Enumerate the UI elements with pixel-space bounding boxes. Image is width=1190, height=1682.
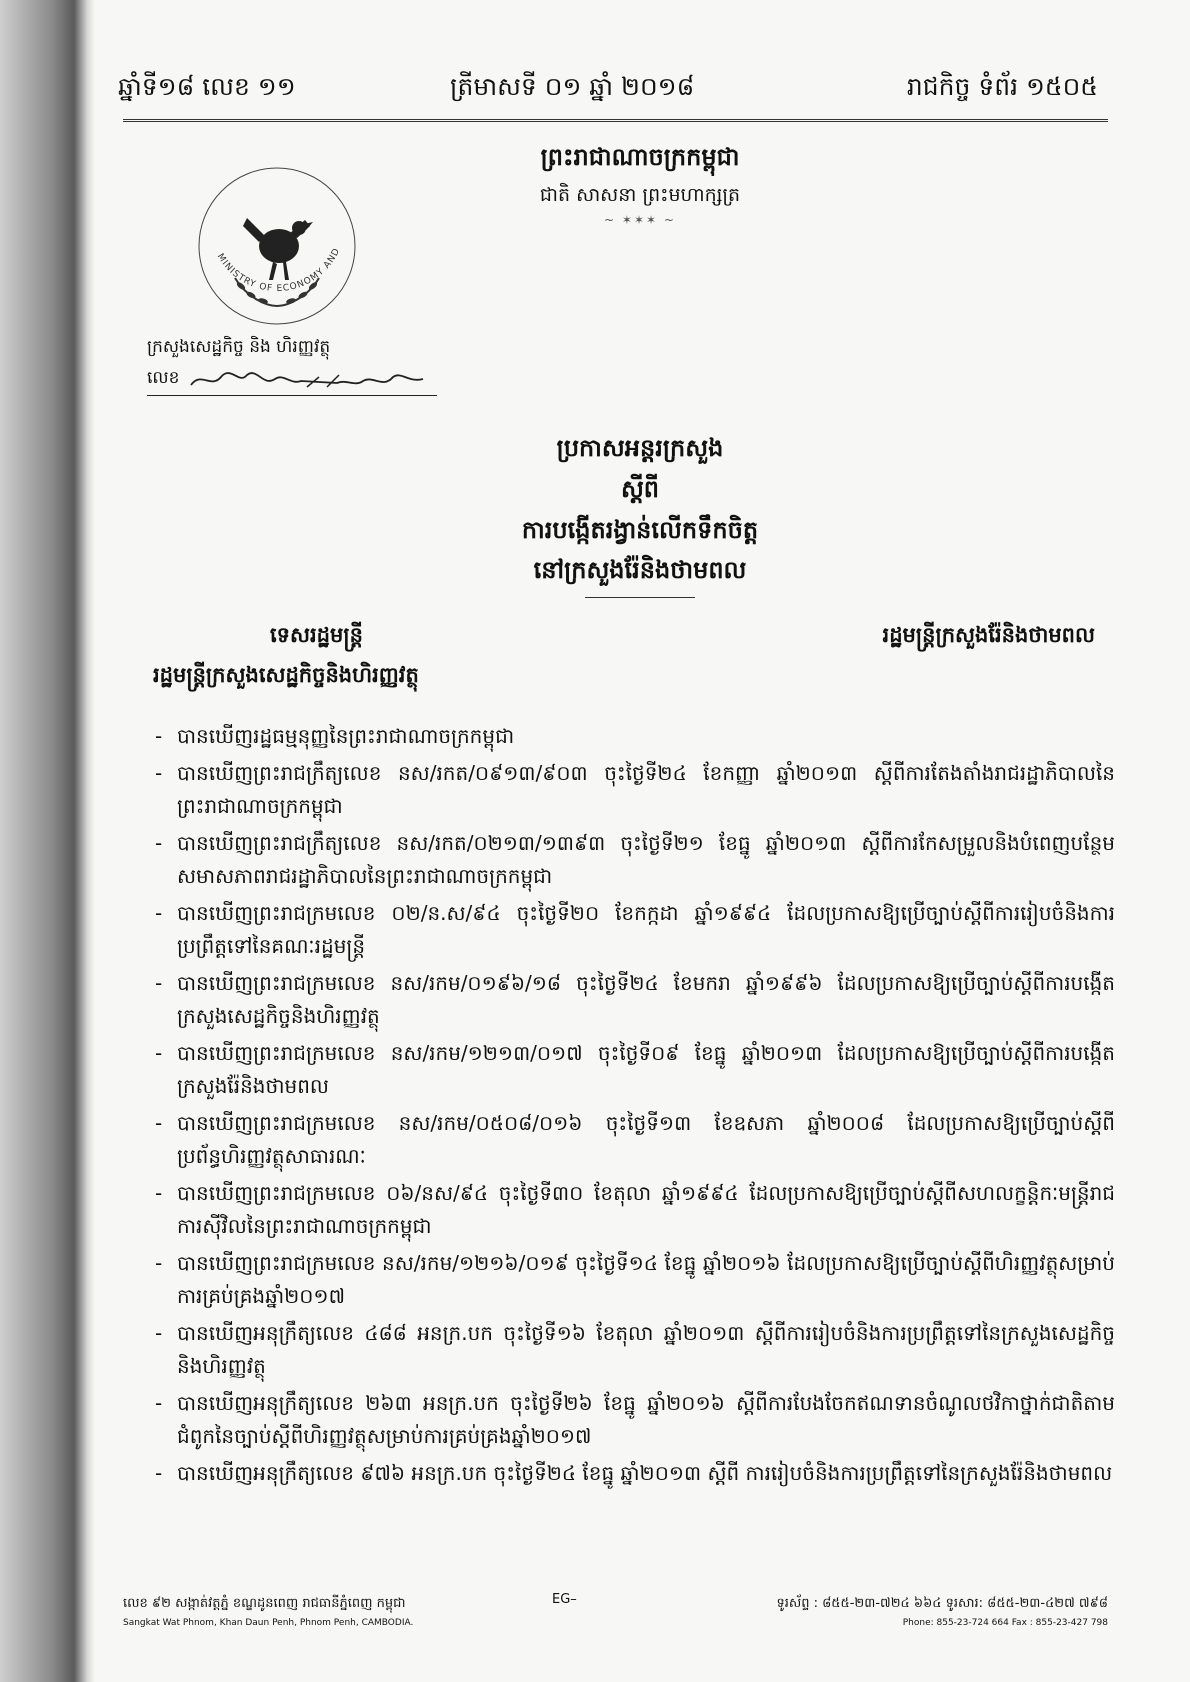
list-item: - បានឃើញព្រះរាជក្រមលេខ នស/រកម/០៥០៨/០១៦ ចុះថ្ងៃទី១៣ ខែឧសភា ឆ្នាំ២០០៨ ដែលប្រកាសឱ្យប្រើច្បាប់ស្តីពីប្រព័ន្ធហិរញ្ញវត្ថុសាធារណៈ bbox=[155, 1107, 1115, 1173]
seal-text: MINISTRY OF ECONOMY AND bbox=[214, 246, 343, 295]
list-item: - បានឃើញព្រះរាជក្រមលេខ នស/រកម/១២១៣/០១៧ ចុះថ្ងៃទី០៩ ខែធ្នូ ឆ្នាំ២០១៣ ដែលប្រកាសឱ្យប្រើច្បាប់ស្តីពីការបង្កើតក្រសួងរ៉ែនិងថាមពល bbox=[155, 1037, 1115, 1103]
considerations-list bbox=[155, 720, 1115, 1494]
list-item: - បានឃើញអនុក្រឹត្យលេខ ២៦៣ អនក្រ.បក ចុះថ្ងៃទី២៦ ខែធ្នូ ឆ្នាំ២០១៦ ស្តីពីការបែងចែកឥណទានចំណូលថវិកាថ្នាក់ជាតិតាមជំពូកនៃច្បាប់ស្តីពីហិរញ្ញវត្ថុសម្រាប់ការគ្រប់គ្រងឆ្នាំ២០១៧ bbox=[155, 1387, 1115, 1453]
title-about: ស្តីពី bbox=[620, 474, 660, 503]
list-item: - បានឃើញអនុក្រឹត្យលេខ ៤៨៨ អនក្រ.បក ចុះថ្ងៃទី១៦ ខែតុលា ឆ្នាំ២០១៣ ស្តីពីការរៀបចំនិងការប្រព្រឹត្តទៅនៃក្រសួងសេដ្ឋកិច្ចនិងហិរញ្ញវត្ថុ bbox=[155, 1317, 1115, 1383]
kingdom-motto bbox=[470, 142, 810, 227]
nation-religion-king: ជាតិ សាសនា ព្រះមហាក្សត្រ bbox=[539, 184, 741, 206]
handwritten-reference-icon bbox=[187, 365, 437, 395]
quarter-year: ត្រីមាសទី ០១ ឆ្នាំ ២០១៨ bbox=[450, 72, 695, 101]
phone-english: Phone: 855-23-724 664 Fax : 855-23-427 798 bbox=[902, 1618, 1108, 1628]
list-item: - បានឃើញព្រះរាជក្រមលេខ ០២/ន.ស/៩៤ ចុះថ្ងៃទី២០ ខែកក្កដា ឆ្នាំ១៩៩៤ ដែលប្រកាសឱ្យប្រើច្បាប់ស្តីពីការរៀបចំនិងការប្រព្រឹត្តទៅនៃគណៈរដ្ឋមន្ត្រី bbox=[155, 897, 1115, 963]
signatory-left-title: ទេសរដ្ឋមន្ត្រី bbox=[270, 623, 363, 647]
footer-address bbox=[123, 1595, 543, 1628]
list-item: - បានឃើញរដ្ឋធម្មនុញ្ញនៃព្រះរាជាណាចក្រកម្ពុជា bbox=[155, 720, 1115, 753]
gazette-page bbox=[95, 0, 1190, 1682]
list-item: - បានឃើញព្រះរាជក្រមលេខ ០៦/នស/៩៤ ចុះថ្ងៃទី៣០ ខែតុលា ឆ្នាំ១៩៩៤ ដែលប្រកាសឱ្យប្រើច្បាប់ស្តីពីសហលក្ខន្តិកៈមន្ត្រីរាជការស៊ីវិលនៃព្រះរាជាណាចក្រកម្ពុជា bbox=[155, 1177, 1115, 1243]
address-english: Sangkat Wat Phnom, Khan Daun Penh, Phnom Penh, CAMBODIA. bbox=[123, 1618, 414, 1628]
title-subject: ការបង្កើតរង្វាន់លើកទឹកចិត្ត bbox=[521, 515, 759, 544]
reference-underline bbox=[147, 395, 437, 396]
kingdom-name: ព្រះរាជាណាចក្រកម្ពុជា bbox=[540, 143, 740, 171]
footer-mark: EG– bbox=[552, 1592, 577, 1607]
footer-contact bbox=[688, 1595, 1108, 1628]
address-khmer: លេខ ៩២ សង្កាត់វត្តភ្នំ ខណ្ឌដូនពេញ រាជធានីភ្នំពេញ កម្ពុជា bbox=[123, 1596, 406, 1611]
list-item: - បានឃើញព្រះរាជក្រមលេខ នស/រកម/០១៩៦/១៨ ចុះថ្ងៃទី២៤ ខែមករា ឆ្នាំ១៩៩៦ ដែលប្រកាសឱ្យប្រើច្បាប់ស្តីពីការបង្កើតក្រសួងសេដ្ឋកិច្ចនិងហិរញ្ញវត្ថុ bbox=[155, 967, 1115, 1033]
signatory-left-name: រដ្ឋមន្ត្រីក្រសួងសេដ្ឋកិច្ចនិងហិរញ្ញវត្ថុ bbox=[153, 663, 419, 687]
ministry-seal-icon bbox=[177, 158, 377, 328]
list-item: - បានឃើញព្រះរាជក្រឹត្យលេខ នស/រកត/០៩១៣/៩០៣ ចុះថ្ងៃទី២៤ ខែកញ្ញា ឆ្នាំ២០១៣ ស្តីពីការតែងតាំងរាជរដ្ឋាភិបាលនៃព្រះរាជាណាចក្រកម្ពុជា bbox=[155, 757, 1115, 823]
running-head bbox=[95, 72, 1190, 116]
title-type: ប្រកាសអន្តរក្រសួង bbox=[556, 434, 724, 462]
header-rule bbox=[123, 119, 1108, 122]
ministry-block bbox=[147, 336, 467, 395]
reference-number bbox=[147, 365, 467, 395]
title-divider bbox=[585, 597, 695, 598]
page-number: រាជកិច្ច ទំព័រ ១៥០៥ bbox=[906, 72, 1098, 101]
motto-ornament: ~ ✶✶✶ ~ bbox=[604, 213, 676, 227]
phone-khmer: ទូរស័ព្ទ : ៨៥៥-២៣-៧២៤ ៦៦៤ ទូរសារ: ៨៥៥-២៣-៤២៧ ៧៩៨ bbox=[776, 1596, 1108, 1611]
volume-number: ឆ្នាំទី១៨ លេខ ១១ bbox=[118, 72, 296, 101]
list-item: - បានឃើញអនុក្រឹត្យលេខ ៩៧៦ អនក្រ.បក ចុះថ្ងៃទី២៤ ខែធ្នូ ឆ្នាំ២០១៣ ស្តីពី ការរៀបចំនិងការប្រព្រឹត្តទៅនៃក្រសួងរ៉ែនិងថាមពល bbox=[155, 1457, 1115, 1490]
ministry-name: ក្រសួងសេដ្ឋកិច្ច និង ហិរញ្ញវត្ថុ bbox=[147, 337, 331, 357]
document-title bbox=[440, 428, 840, 598]
title-location: នៅក្រសួងរ៉ែនិងថាមពល bbox=[533, 556, 747, 585]
signatory-right-name: រដ្ឋមន្ត្រីក្រសួងរ៉ែនិងថាមពល bbox=[882, 623, 1095, 647]
reference-label: លេខ bbox=[147, 368, 180, 388]
list-item: - បានឃើញព្រះរាជក្រឹត្យលេខ នស/រកត/០២១៣/១៣៩៣ ចុះថ្ងៃទី២១ ខែធ្នូ ឆ្នាំ២០១៣ ស្តីពីការកែសម្រួលនិងបំពេញបន្ថែមសមាសភាពរាជរដ្ឋាភិបាលនៃព្រះរាជាណាចក្រកម្ពុជា bbox=[155, 827, 1115, 893]
list-item: - បានឃើញព្រះរាជក្រមលេខ នស/រកម/១២១៦/០១៩ ចុះថ្ងៃទី១៤ ខែធ្នូ ឆ្នាំ២០១៦ ដែលប្រកាសឱ្យប្រើច្បាប់ស្តីពីហិរញ្ញវត្ថុសម្រាប់ការគ្រប់គ្រងឆ្នាំ២០១៧ bbox=[155, 1247, 1115, 1313]
scan-shadow-edge bbox=[0, 0, 95, 1682]
